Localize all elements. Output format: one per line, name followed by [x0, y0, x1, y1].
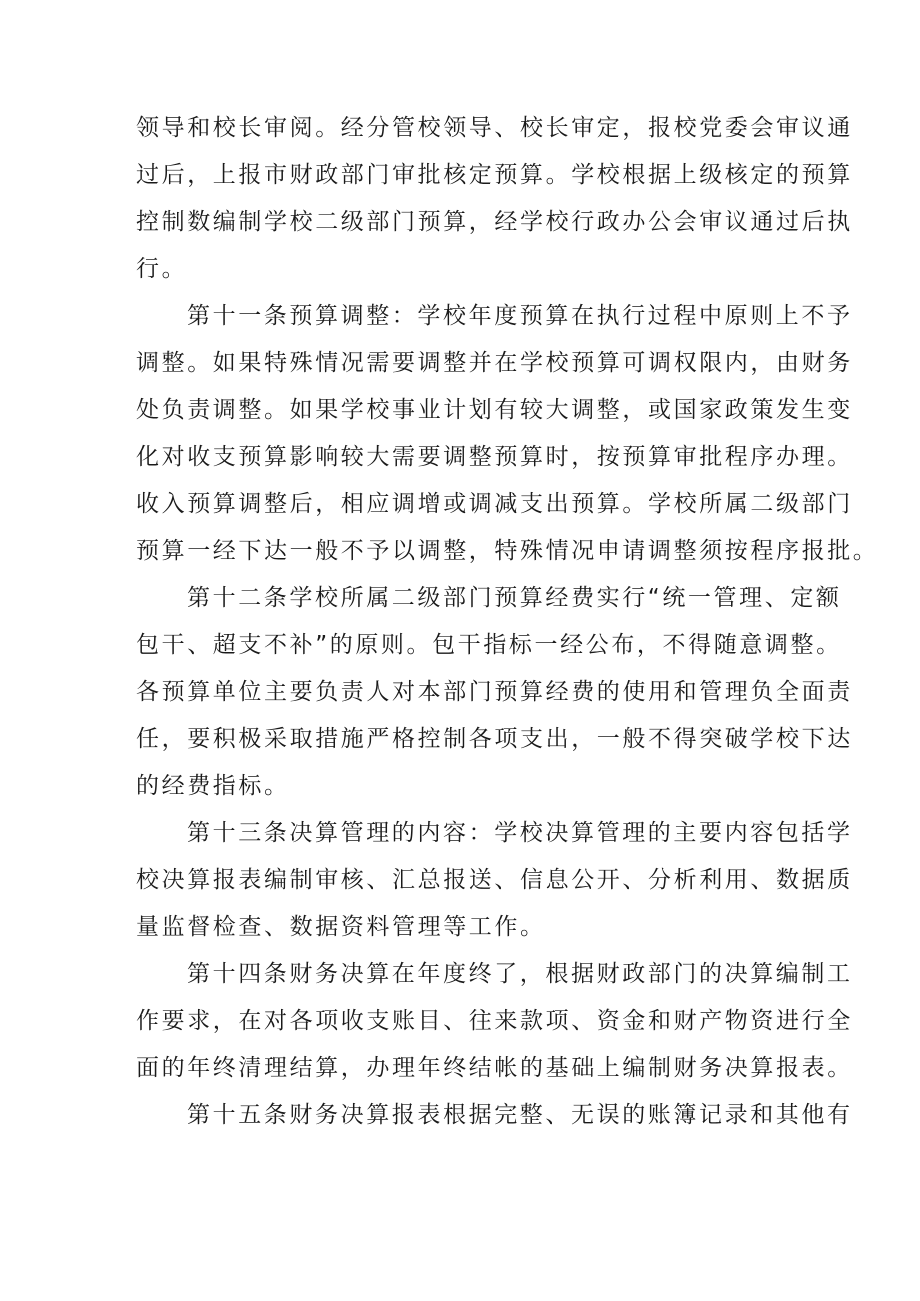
article-11-line-4: 化对收支预算影响较大需要调整预算时，按预算审批程序办理。 [136, 444, 853, 470]
article-12-line-3: 各预算单位主要负责人对本部门预算经费的使用和管理负全面责 [136, 679, 853, 705]
paragraph-1-line-1: 领导和校长审阅。经分管校领导、校长审定，报校党委会审议通 [136, 115, 853, 141]
article-11-line-6: 预算一经下达一般不予以调整，特殊情况申请调整须按程序报批。 [136, 538, 879, 564]
article-11-line-3: 处负责调整。如果学校事业计划有较大调整，或国家政策发生变 [136, 397, 853, 423]
article-11-line-5: 收入预算调整后，相应调增或调减支出预算。学校所属二级部门 [136, 491, 853, 517]
article-11-line-2: 调整。如果特殊情况需要调整并在学校预算可调权限内，由财务 [136, 350, 853, 376]
document-body [136, 105, 879, 1139]
article-14-line-3: 面的年终清理结算，办理年终结帐的基础上编制财务决算报表。 [136, 1055, 853, 1081]
article-12-line-4: 任，要积极采取措施严格控制各项支出，一般不得突破学校下达 [136, 726, 853, 752]
article-13-line-3: 量监督检查、数据资料管理等工作。 [136, 914, 546, 940]
paragraph-1-line-2: 过后，上报市财政部门审批核定预算。学校根据上级核定的预算 [136, 162, 853, 188]
article-12-line-5: 的经费指标。 [136, 773, 290, 799]
article-15-line-1: 第十五条财务决算报表根据完整、无误的账簿记录和其他有 [187, 1102, 853, 1128]
paragraph-1-line-3: 控制数编制学校二级部门预算，经学校行政办公会审议通过后执 [136, 209, 853, 235]
article-14-line-1: 第十四条财务决算在年度终了，根据财政部门的决算编制工 [187, 961, 853, 987]
article-12-line-2: 包干、超支不补”的原则。包干指标一经公布，不得随意调整。 [136, 632, 842, 658]
article-13-line-1: 第十三条决算管理的内容：学校决算管理的主要内容包括学 [187, 820, 853, 846]
paragraph-1-line-4: 行。 [136, 256, 188, 282]
article-12-line-1: 第十二条学校所属二级部门预算经费实行“统一管理、定额 [187, 585, 842, 611]
article-13-line-2: 校决算报表编制审核、汇总报送、信息公开、分析利用、数据质 [136, 867, 853, 893]
article-11-line-1: 第十一条预算调整：学校年度预算在执行过程中原则上不予 [187, 303, 853, 329]
article-14-line-2: 作要求，在对各项收支账目、往来款项、资金和财产物资进行全 [136, 1008, 853, 1034]
